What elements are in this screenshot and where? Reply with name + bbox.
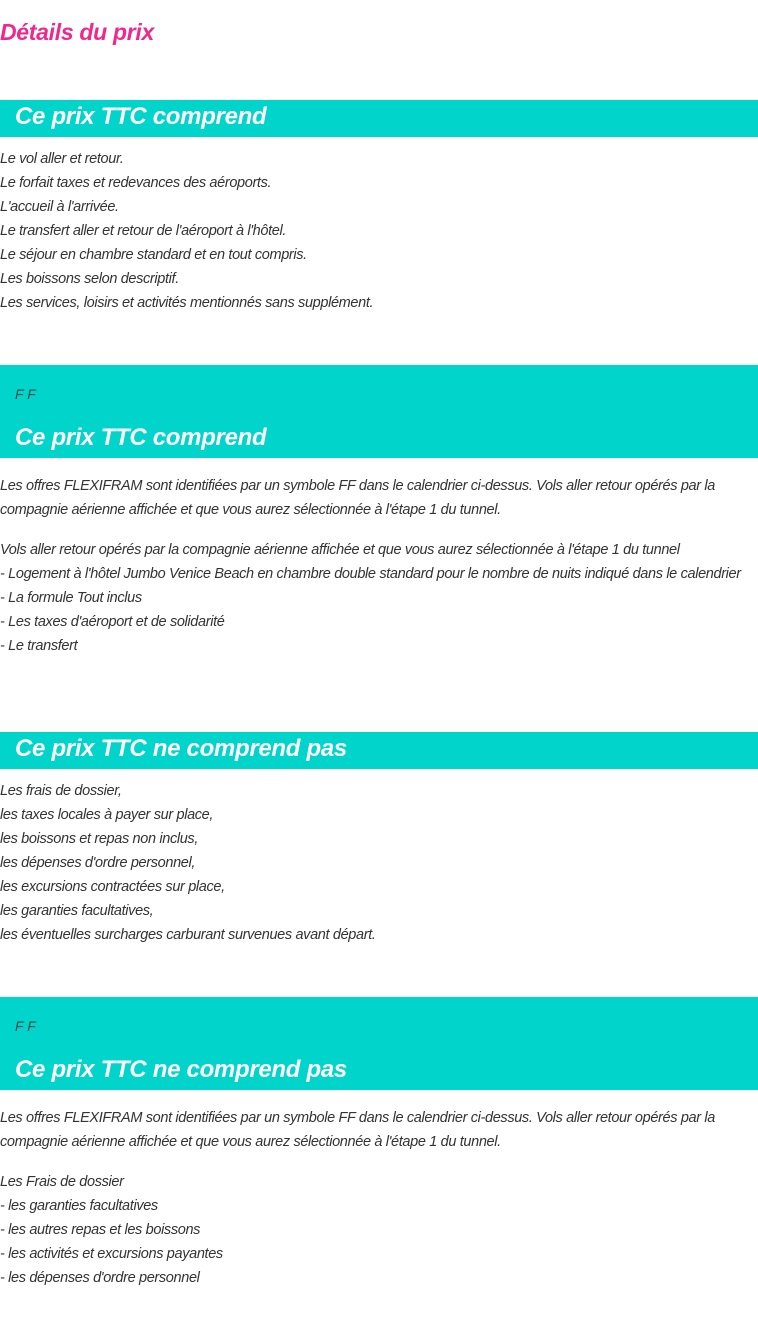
- list-item: Le transfert aller et retour de l'aéroport à l'hôtel.: [0, 223, 287, 239]
- list-item: Le séjour en chambre standard et en tout compris.: [0, 247, 307, 263]
- ff-intro-paragraph: Les offres FLEXIFRAM sont identifiées par un symbole FF dans le calendrier ci-dessus. Vols aller retour opérés par la compagnie aérienne affichée et que vous aurez sélectionnée à l'étape 1 du tunnel.: [0, 478, 716, 518]
- list-item: les taxes locales à payer sur place,: [0, 807, 214, 823]
- section-header-ff-included: [0, 365, 758, 458]
- list-item: - La formule Tout inclus: [0, 590, 142, 606]
- included-list: [0, 147, 373, 315]
- ff-tag: F F: [15, 1018, 36, 1034]
- ff-intro-paragraph: Les offres FLEXIFRAM sont identifiées par un symbole FF dans le calendrier ci-dessus. Vols aller retour opérés par la compagnie aérienne affichée et que vous aurez sélectionnée à l'étape 1 du tunnel.: [0, 1110, 716, 1150]
- ff-tag: F F: [15, 386, 36, 402]
- section-heading: Ce prix TTC comprend: [15, 103, 267, 130]
- list-item: - Le transfert: [0, 638, 78, 654]
- ff-included-list: [0, 538, 758, 658]
- list-item: Le forfait taxes et redevances des aéroports.: [0, 175, 272, 191]
- list-item: L'accueil à l'arrivée.: [0, 199, 119, 215]
- section-heading: Ce prix TTC ne comprend pas: [15, 735, 347, 762]
- section-header-not-included: [0, 732, 758, 769]
- list-item: les garanties facultatives,: [0, 903, 154, 919]
- list-item: les boissons et repas non inclus,: [0, 831, 199, 847]
- list-item: Les Frais de dossier: [0, 1174, 124, 1190]
- ff-not-included-list: [0, 1170, 223, 1290]
- not-included-list: [0, 779, 376, 947]
- list-item: - les activités et excursions payantes: [0, 1246, 223, 1262]
- section-heading: Ce prix TTC comprend: [15, 424, 267, 451]
- list-item: - les autres repas et les boissons: [0, 1222, 201, 1238]
- list-item: - les garanties facultatives: [0, 1198, 158, 1214]
- list-item: - Les taxes d'aéroport et de solidarité: [0, 614, 225, 630]
- page-title: Détails du prix: [0, 19, 154, 45]
- list-item: - les dépenses d'ordre personnel: [0, 1270, 200, 1286]
- list-item: Les frais de dossier,: [0, 783, 122, 799]
- list-item: Les services, loisirs et activités mentionnés sans supplément.: [0, 295, 374, 311]
- list-item: - Logement à l'hôtel Jumbo Venice Beach en chambre double standard pour le nombre de nuits indiqué dans le calendrier: [0, 566, 741, 582]
- list-item: les excursions contractées sur place,: [0, 879, 225, 895]
- section-header-included: [0, 100, 758, 137]
- list-item: Les boissons selon descriptif.: [0, 271, 179, 287]
- section-header-ff-not-included: [0, 997, 758, 1090]
- section-heading: Ce prix TTC ne comprend pas: [15, 1056, 347, 1083]
- list-item: les dépenses d'ordre personnel,: [0, 855, 196, 871]
- list-item: les éventuelles surcharges carburant survenues avant départ.: [0, 927, 376, 943]
- list-item: Vols aller retour opérés par la compagnie aérienne affichée et que vous aurez sélectionnée à l'étape 1 du tunnel: [0, 542, 680, 558]
- list-item: Le vol aller et retour.: [0, 151, 124, 167]
